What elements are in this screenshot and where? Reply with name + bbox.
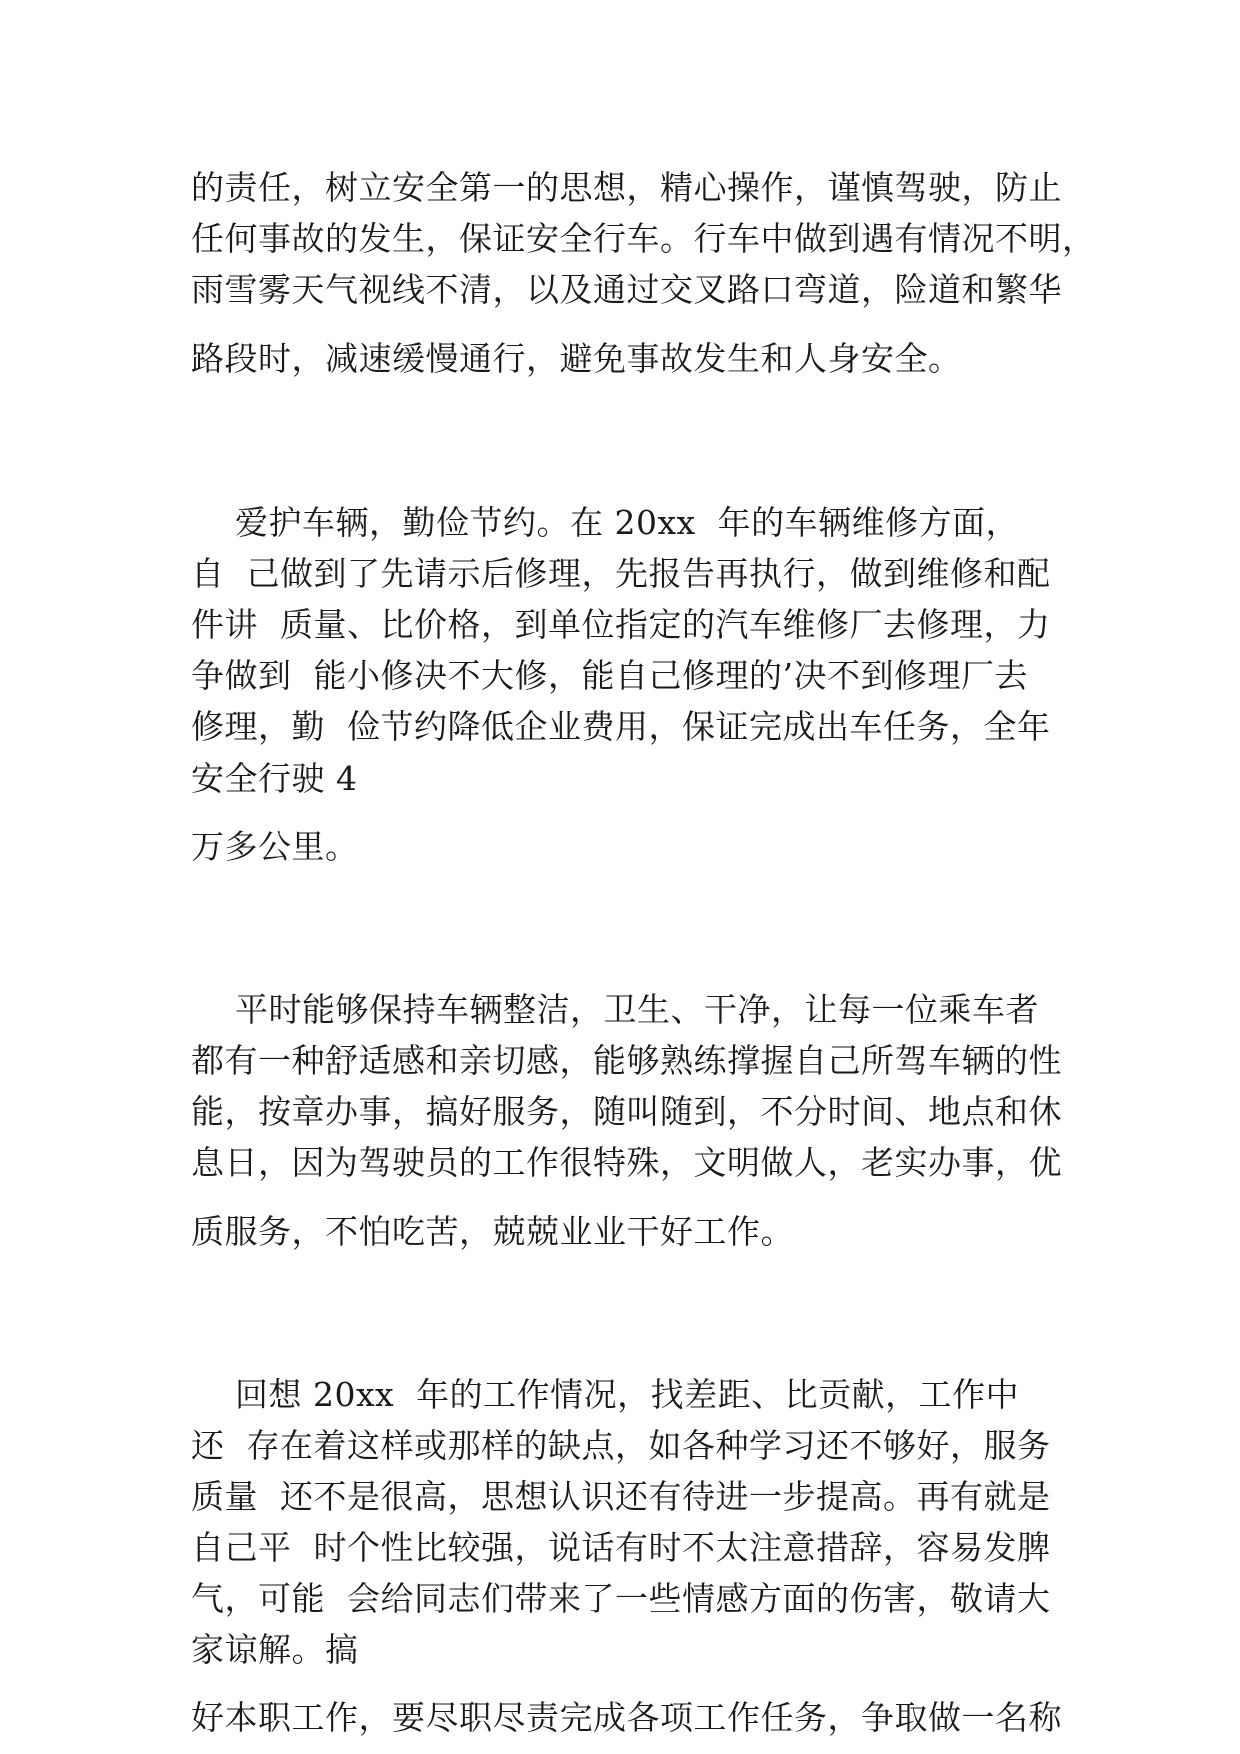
text-line: 雨雪雾天气视线不清，以及通过交叉路口弯道，险道和繁华 xyxy=(191,270,1062,309)
text-line: 质服务，不怕吃苦，兢兢业业干好工作。 xyxy=(191,1212,794,1251)
text-line: 安全行驶 4 xyxy=(191,759,358,798)
text-line: 件讲 质量、比价格，到单位指定的汽车维修厂去修理，力 xyxy=(191,605,1051,644)
text-line: 能，按章办事，搞好服务，随叫随到，不分时间、地点和休 xyxy=(191,1092,1062,1131)
text-line: 自己平 时个性比较强，说话有时不太注意措辞，容易发脾 xyxy=(191,1528,1051,1567)
text-line: 质量 还不是很高，思想认识还有待进一步提高。再有就是 xyxy=(191,1477,1051,1516)
text-line: 平时能够保持车辆整洁，卫生、干净，让每一位乘车者 xyxy=(191,990,1039,1029)
text-line: 爱护车辆，勤俭节约。在 20xx 年的车辆维修方面， xyxy=(191,503,1020,542)
text-line: 好本职工作，要尽职尽责完成各项工作任务，争取做一名称 xyxy=(191,1698,1062,1737)
text-line: 路段时，减速缓慢通行，避免事故发生和人身安全。 xyxy=(191,339,962,378)
text-line: 任何事故的发生，保证安全行车。行车中做到遇有情况不明， xyxy=(191,219,1096,258)
text-line: 还 存在着这样或那样的缺点，如各种学习还不够好，服务 xyxy=(191,1426,1051,1465)
text-line: 回想 20xx 年的工作情况，找差距、比贡献，工作中 xyxy=(191,1375,1020,1414)
text-line: 自 己做到了先请示后修理，先报告再执行，做到维修和配 xyxy=(191,554,1051,593)
text-line: 万多公里。 xyxy=(191,827,359,866)
text-line: 修理，勤 俭节约降低企业费用，保证完成出车任务，全年 xyxy=(191,707,1051,746)
text-line: 争做到 能小修决不大修，能自己修理的’决不到修理厂去 xyxy=(191,656,1028,695)
text-line: 都有一种舒适感和亲切感，能够熟练撑握自己所驾车辆的性 xyxy=(191,1041,1062,1080)
text-line: 气，可能 会给同志们带来了一些情感方面的伤害，敬请大 xyxy=(191,1579,1051,1618)
text-line: 的责任，树立安全第一的思想，精心操作，谨慎驾驶，防止 xyxy=(191,168,1062,207)
text-line: 家谅解。搞 xyxy=(191,1630,359,1669)
text-line: 息日，因为驾驶员的工作很特殊，文明做人，老实办事，优 xyxy=(191,1143,1062,1182)
